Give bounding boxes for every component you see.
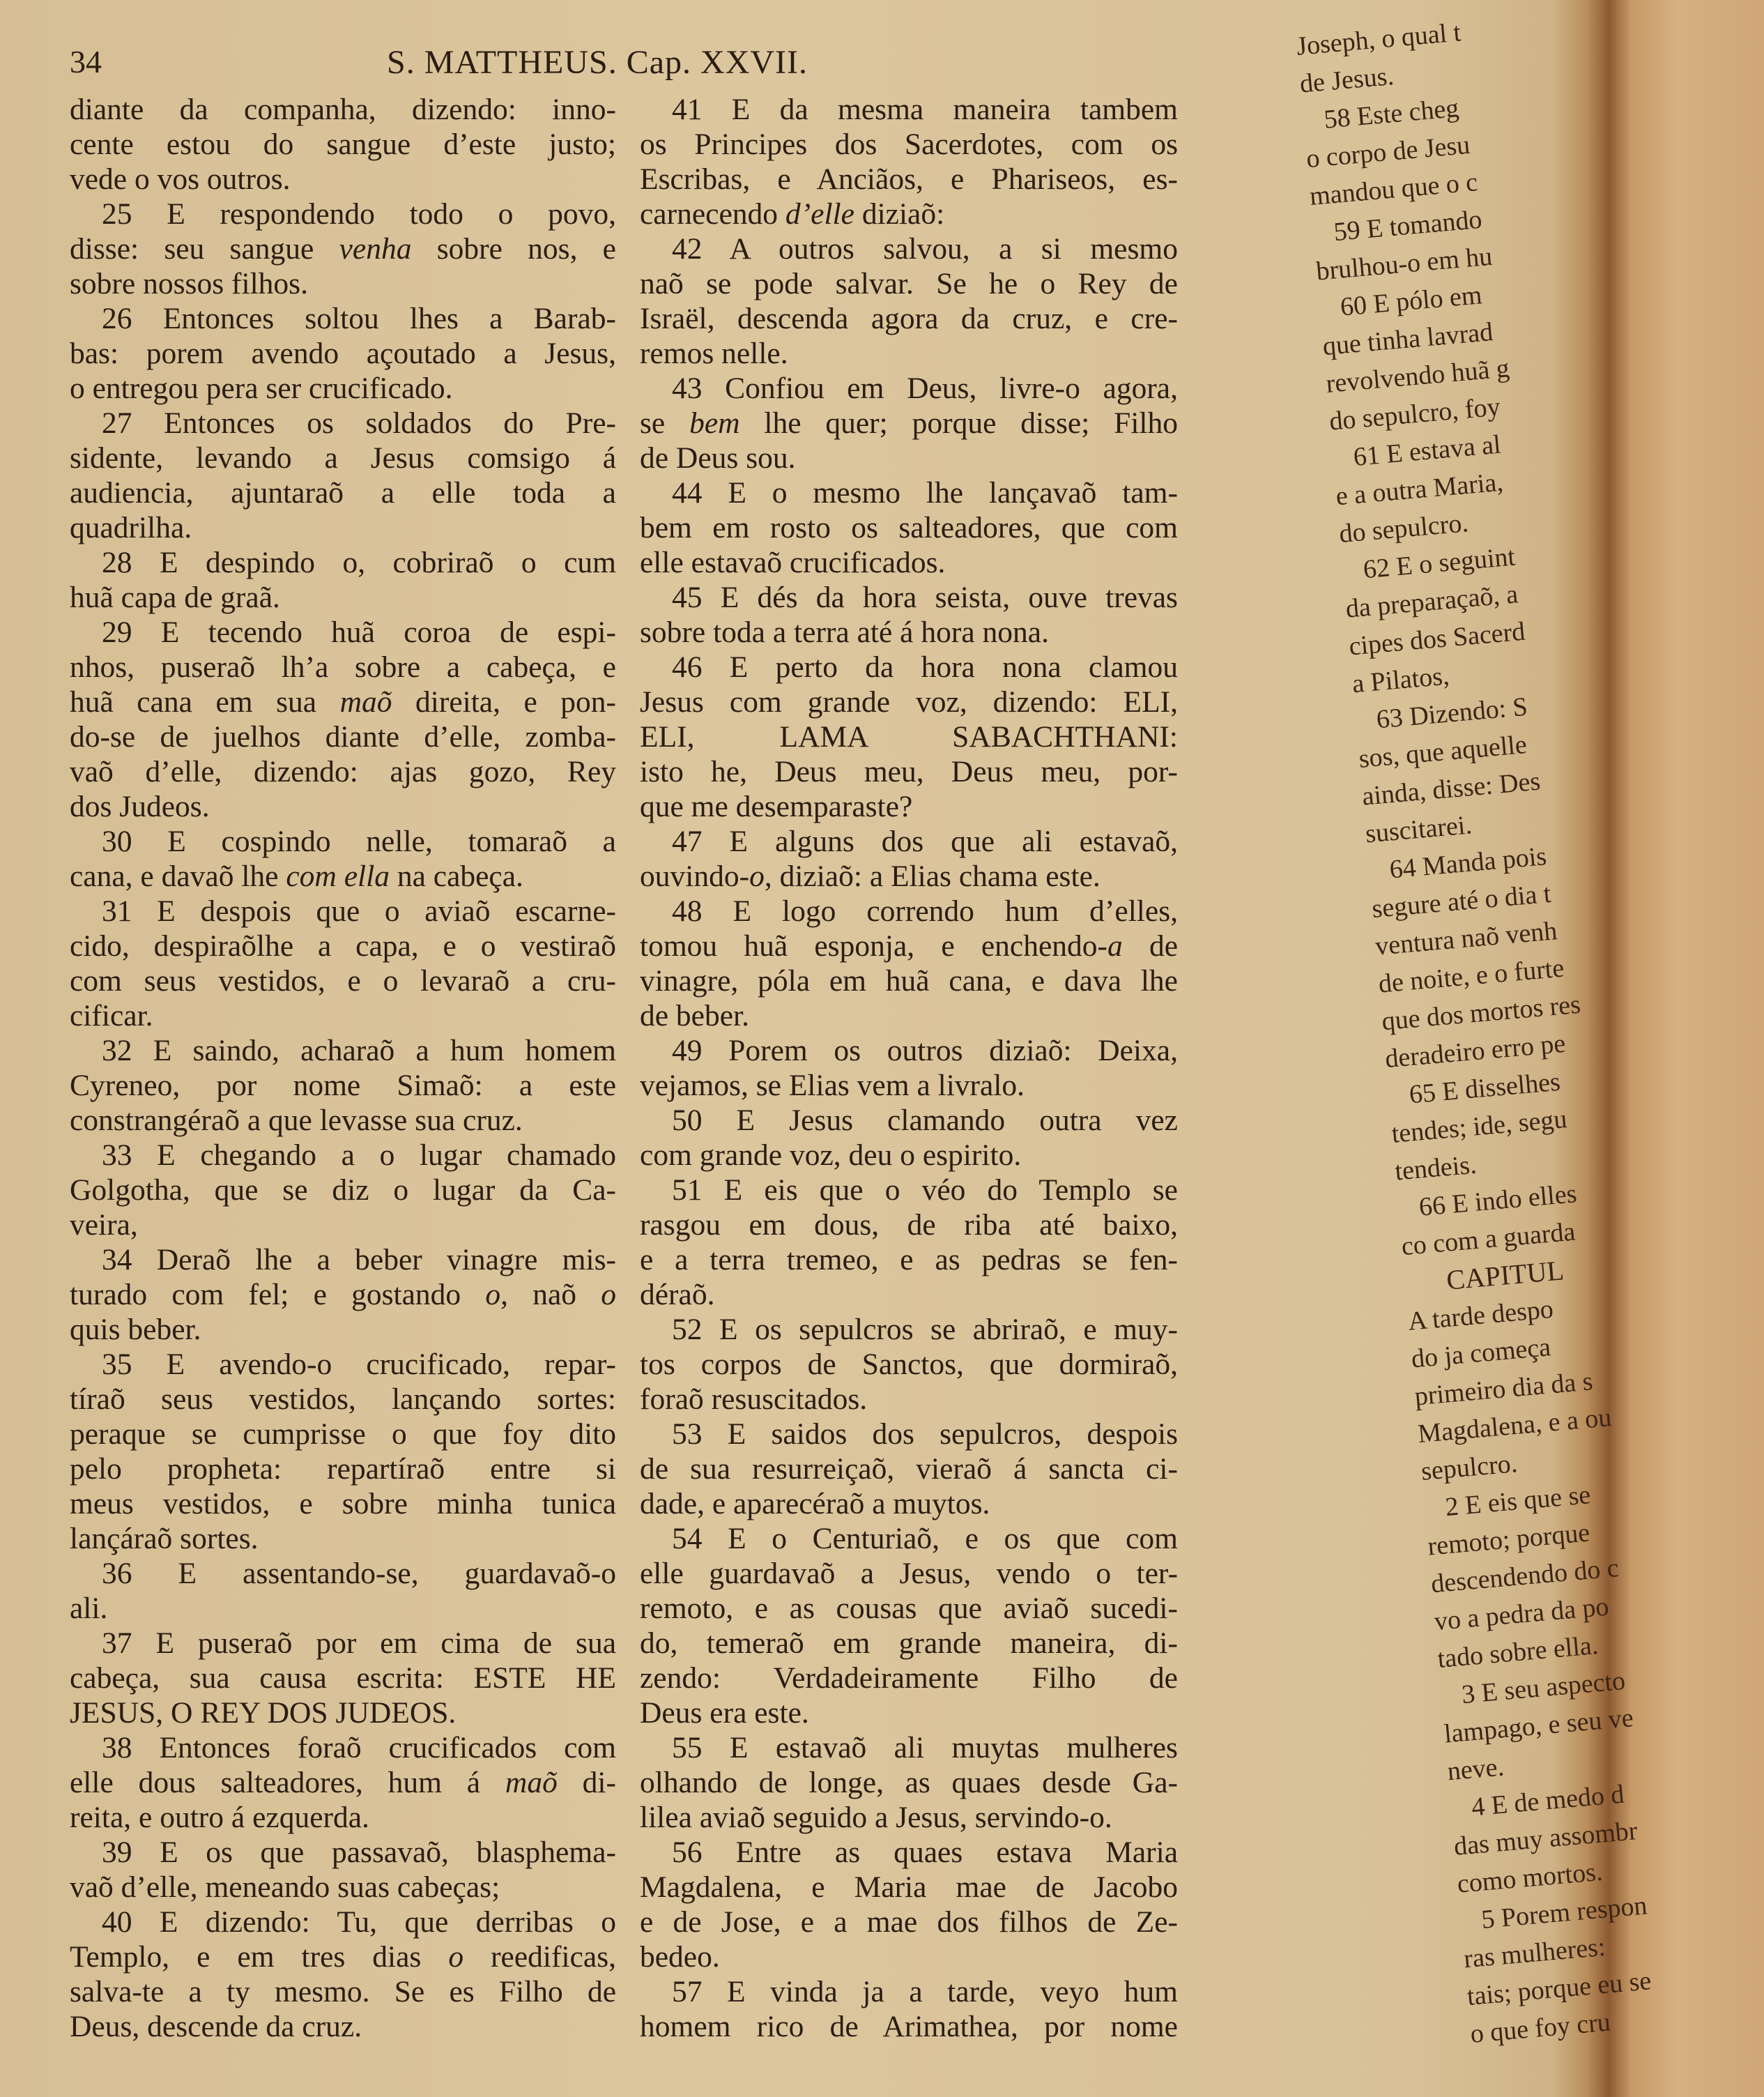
text-line: brulhou-o em hu — [1314, 241, 1494, 287]
italic-text: o — [448, 1940, 464, 1974]
text-line: reita, e outro á ezquerda. — [70, 1801, 369, 1834]
verse-start-line: 29 E tecendo huã coroa de espi- — [102, 616, 616, 649]
text-line: rasgou em dous, de riba até baixo, — [640, 1208, 1178, 1242]
text-segment: sobre nos, e — [411, 232, 616, 266]
text-line: como mortos. — [1456, 1856, 1604, 1899]
text-line: remoto; porque — [1426, 1518, 1591, 1562]
text-line: sos, que aquelle — [1357, 730, 1528, 774]
text-line: homem rico de Arimathea, por nome — [640, 2010, 1178, 2043]
text-line: vinagre, póla em huã cana, e dava lhe — [640, 964, 1178, 998]
text-line: Deus, descende da cruz. — [70, 2010, 362, 2043]
text-line: tendes; ide, segu — [1390, 1104, 1568, 1149]
verse-start-line: 48 E logo correndo hum d’elles, — [672, 894, 1178, 928]
verse-start-line: 46 E perto da hora nona clamou — [672, 650, 1178, 684]
verse-start-line: 49 Porem os outros diziaõ: Deixa, — [672, 1034, 1178, 1067]
text-segment: diziaõ: — [854, 197, 945, 231]
verse-start-line: 30 E cospindo nelle, tomaraõ a — [102, 825, 616, 858]
text-line: cificar. — [70, 999, 153, 1032]
verse-start-line: 66 E indo elles — [1418, 1179, 1579, 1222]
text-line: mandou que o c — [1308, 167, 1479, 211]
running-title: S. MATTHEUS. Cap. XXVII. — [387, 44, 808, 81]
text-segment: ouvindo- — [640, 860, 750, 893]
text-line — [70, 1765, 616, 1800]
italic-text: o — [749, 860, 765, 893]
text-line: o entregou pera ser crucificado. — [70, 372, 453, 405]
text-segment: elle dous salteadores, hum á — [70, 1766, 505, 1799]
text-line: deradeiro erro pe — [1383, 1028, 1567, 1074]
text-line: elle estavaõ crucificados. — [640, 546, 946, 579]
verse-start-line: 25 E respondendo todo o povo, — [102, 197, 616, 231]
text-line: zendo: Verdadeiramente Filho de — [640, 1661, 1178, 1695]
text-segment: Templo, e em tres dias — [70, 1940, 449, 1974]
verse-start-line: 51 E eis que o véo do Templo se — [672, 1173, 1178, 1207]
text-line: o corpo de Jesu — [1305, 130, 1471, 174]
text-segment: se — [640, 406, 690, 440]
text-line — [70, 1939, 616, 1974]
text-line: tado sobre ella. — [1436, 1631, 1600, 1674]
text-segment: cana, e davaõ lhe — [70, 860, 286, 893]
text-line: de Deus sou. — [640, 441, 796, 475]
text-line: do sepulcro, foy — [1328, 392, 1502, 436]
text-line: da preparaçaõ, a — [1344, 579, 1519, 624]
verse-start-line: 50 E Jesus clamando outra vez — [672, 1104, 1178, 1137]
verse-start-line: 31 E despois que o aviaõ escarne- — [102, 894, 616, 928]
italic-text: maõ — [505, 1766, 558, 1799]
text-line: Magdalena, e Maria mae de Jacobo — [640, 1870, 1178, 1904]
verse-start-line: 33 E chegando a o lugar chamado — [102, 1138, 616, 1172]
text-line: e de Jose, e a mae dos filhos de Ze- — [640, 1905, 1178, 1939]
text-segment: , diziaõ: a Elias chama este. — [764, 860, 1100, 893]
verse-start-line: 4 E de medo d — [1470, 1779, 1625, 1822]
verse-start-line: 42 A outros salvou, a si mesmo — [672, 232, 1178, 266]
text-line: bas: porem avendo açoutado a Jesus, — [70, 337, 616, 370]
text-line: os Principes dos Sacerdotes, com os — [640, 128, 1178, 161]
text-line: olhando de longe, as quaes desde Ga- — [640, 1766, 1178, 1799]
verse-start-line: 64 Manda pois — [1388, 841, 1548, 885]
text-line: ali. — [70, 1592, 108, 1625]
text-line: ras mulheres: — [1462, 1932, 1607, 1974]
text-line: diante da companha, dizendo: inno- — [70, 93, 616, 126]
text-line — [70, 231, 616, 266]
text-segment: huã cana em sua — [70, 685, 340, 719]
text-line: de beber. — [640, 999, 750, 1032]
facing-page-edge — [1281, 0, 1652, 2097]
text-line: tos corpos de Sanctos, que dormiraõ, — [640, 1348, 1178, 1381]
verse-start-line: 34 Deraõ lhe a beber vinagre mis- — [102, 1243, 616, 1276]
text-line: cabeça, sua causa escrita: ESTE HE — [70, 1661, 616, 1695]
text-line: Deus era este. — [640, 1696, 809, 1730]
text-line: lilea aviaõ seguido a Jesus, servindo-o. — [640, 1801, 1112, 1834]
text-line: Israël, descenda agora da cruz, e cre- — [640, 302, 1178, 335]
text-line: e a terra tremeo, e as pedras se fen- — [640, 1243, 1178, 1276]
text-line: Escribas, e Anciãos, e Phariseos, es- — [640, 162, 1178, 196]
text-line: e a outra Maria, — [1334, 467, 1505, 512]
text-line: huã capa de graã. — [70, 581, 280, 614]
italic-text: o — [601, 1278, 616, 1311]
right-text-column — [640, 92, 1178, 2044]
text-line — [640, 929, 1178, 963]
text-line: dos Judeos. — [70, 790, 210, 823]
text-line: de noite, e o furte — [1377, 953, 1565, 999]
verse-start-line: 61 E estava al — [1352, 429, 1503, 472]
text-line: revolvendo huã g — [1324, 353, 1511, 399]
text-line: Jesus com grande voz, dizendo: ELI, — [640, 685, 1178, 719]
text-line: sidente, levando a Jesus comsigo á — [70, 441, 616, 475]
text-line: cido, despiraõlhe a capa, e o vestiraõ — [70, 929, 616, 963]
text-line: a Pilatos, — [1351, 661, 1450, 699]
text-line: isto he, Deus meu, Deus meu, por- — [640, 755, 1178, 788]
text-segment: de — [1122, 929, 1179, 963]
text-line: A tarde despo — [1406, 1294, 1555, 1336]
verse-start-line: 47 E alguns dos que ali estavaõ, — [672, 825, 1178, 858]
text-line: sobre nossos filhos. — [70, 267, 308, 300]
text-line: ELI, LAMA SABACHTHANI: — [640, 720, 1178, 754]
running-header — [70, 43, 1178, 85]
text-line: dade, e aparecéraõ a muytos. — [640, 1487, 990, 1520]
italic-text: o — [485, 1278, 501, 1311]
text-line: naõ se pode salvar. Se he o Rey de — [640, 267, 1178, 300]
verse-start-line: 26 Entonces soltou lhes a Barab- — [102, 302, 616, 335]
text-line: JESUS, O REY DOS JUDEOS. — [70, 1696, 457, 1730]
text-line: elle guardavaõ a Jesus, vendo o ter- — [640, 1557, 1178, 1590]
text-line: vede o vos outros. — [70, 162, 291, 196]
text-line: vejamos, se Elias vem a livralo. — [640, 1069, 1025, 1102]
text-line: ainda, disse: Des — [1360, 766, 1542, 811]
text-line: cipes dos Sacerd — [1347, 616, 1526, 662]
text-line: descendendo do c — [1429, 1553, 1620, 1599]
text-line: salva-te a ty mesmo. Se es Filho de — [70, 1975, 616, 2008]
text-line: suscitarei. — [1364, 810, 1473, 849]
verse-start-line: 62 E o seguint — [1362, 542, 1517, 585]
italic-text: bem — [689, 406, 740, 440]
text-line: Cyreneo, por nome Simaõ: a este — [70, 1069, 616, 1102]
text-line: quis beber. — [70, 1313, 201, 1346]
text-line: co com a guarda — [1400, 1217, 1577, 1262]
text-line: veira, — [70, 1208, 138, 1242]
text-line: constrangéraõ a que levasse sua cruz. — [70, 1104, 523, 1137]
verse-start-line: 45 E dés da hora seista, ouve trevas — [672, 581, 1178, 614]
italic-text: maõ — [339, 685, 392, 719]
text-line: meus vestidos, e sobre minha tunica — [70, 1487, 616, 1520]
verse-start-line: 57 E vinda ja a tarde, veyo hum — [672, 1975, 1178, 2008]
text-segment: tomou huã esponja, e enchendo- — [640, 929, 1107, 963]
text-line: remos nelle. — [640, 337, 788, 370]
text-line: cente estou do sangue d’este justo; — [70, 128, 616, 161]
verse-start-line: 59 E tomando — [1332, 204, 1483, 247]
text-line: sobre toda a terra até á hora nona. — [640, 616, 1049, 649]
text-line: com seus vestidos, e o levaraõ a cru- — [70, 964, 616, 998]
page-number: 34 — [70, 44, 102, 79]
text-line: de Jesus. — [1298, 61, 1395, 99]
text-segment: reedificas, — [463, 1940, 616, 1974]
text-line — [70, 1277, 616, 1312]
verse-start-line: 56 Entre as quaes estava Maria — [672, 1836, 1178, 1869]
verse-start-line: 37 E puseraõ por em cima de sua — [102, 1626, 616, 1660]
text-line: lampago, e seu ve — [1443, 1703, 1635, 1749]
text-line: segure até o dia t — [1370, 878, 1552, 924]
text-line: neve. — [1446, 1752, 1505, 1787]
verse-start-line: 5 Porem respon — [1480, 1891, 1649, 1935]
verse-start-line: 27 Entonces os soldados do Pre- — [102, 406, 616, 440]
verse-start-line: 41 E da mesma maneira tambem — [672, 93, 1178, 126]
text-segment: carnecendo — [640, 197, 785, 231]
facing-page-text — [1295, 2, 1764, 2053]
left-text-column — [70, 92, 616, 2044]
verse-start-line: 35 E avendo-o crucificado, repar- — [102, 1348, 616, 1381]
text-line: vaõ d’elle, dizendo: ajas gozo, Rey — [70, 755, 616, 788]
verse-start-line: 58 Este cheg — [1322, 93, 1460, 135]
text-line: ventura naõ venh — [1374, 916, 1558, 961]
text-line — [640, 859, 1178, 894]
text-segment: lhe quer; porque disse; Filho — [739, 406, 1178, 440]
text-line: quadrilha. — [70, 511, 192, 544]
verse-start-line: 32 E saindo, acharaõ a hum homem — [102, 1034, 616, 1067]
verse-start-line: 63 Dizendo: S — [1375, 692, 1529, 735]
verse-start-line: 3 E seu aspecto — [1460, 1665, 1627, 1710]
text-line: déraõ. — [640, 1278, 715, 1311]
text-line: bedeo. — [640, 1940, 720, 1974]
text-line: tais; porque eu se — [1466, 1966, 1652, 2012]
text-line: do-se de juelhos diante d’elle, zomba- — [70, 720, 616, 754]
text-segment: na cabeça. — [389, 860, 523, 893]
text-line — [640, 406, 1178, 441]
text-line: remoto, e as cousas que aviaõ sucedi- — [640, 1592, 1178, 1625]
text-line: que tinha lavrad — [1321, 317, 1494, 362]
text-line: lançáraõ sortes. — [70, 1522, 259, 1555]
text-line: de sua resurreiçaõ, vieraõ á sancta ci- — [640, 1452, 1178, 1486]
italic-text: a — [1107, 929, 1123, 963]
verse-start-line: 43 Confiou em Deus, livre-o agora, — [672, 372, 1178, 405]
text-line: que dos mortos res — [1380, 989, 1582, 1037]
text-line — [640, 197, 1178, 231]
text-line: foraõ resuscitados. — [640, 1382, 868, 1416]
text-line: tendeis. — [1393, 1150, 1478, 1187]
text-line: das muy assombr — [1452, 1816, 1639, 1861]
text-line: CAPITUL — [1445, 1254, 1565, 1296]
text-line: audiencia, ajuntaraõ a elle toda a — [70, 476, 616, 510]
verse-start-line: 44 E o mesmo lhe lançavaõ tam- — [672, 476, 1178, 510]
italic-text: venha — [339, 232, 412, 266]
verse-start-line: 55 E estavaõ ali muytas mulheres — [672, 1731, 1178, 1764]
text-segment: direita, e pon- — [392, 685, 616, 719]
verse-start-line: 28 E despindo o, cobriraõ o cum — [102, 546, 616, 579]
text-line: vaõ d’elle, meneando suas cabeças; — [70, 1870, 500, 1904]
verse-start-line: 36 E assentando-se, guardavaõ-o — [102, 1557, 616, 1590]
italic-text: com ella — [286, 860, 390, 893]
text-line: do, temeraõ em grande maneira, di- — [640, 1626, 1178, 1660]
verse-start-line: 65 E disselhes — [1408, 1067, 1562, 1110]
verse-start-line: 52 E os sepulcros se abriraõ, e muy- — [672, 1313, 1178, 1346]
verse-start-line: 54 E o Centuriaõ, e os que com — [672, 1522, 1178, 1555]
text-line — [70, 859, 616, 894]
text-line: primeiro dia da s — [1413, 1366, 1595, 1412]
text-line: peraque se cumprisse o que foy dito — [70, 1417, 616, 1451]
text-line: Joseph, o qual t — [1295, 17, 1462, 61]
text-line: sepulcro. — [1420, 1449, 1519, 1487]
text-line: Golgotha, que se diz o lugar da Ca- — [70, 1173, 616, 1207]
text-line: tíraõ seus vestidos, lançando sortes: — [70, 1382, 616, 1416]
text-line: Magdalena, e a ou — [1416, 1403, 1613, 1449]
italic-text: d’elle — [785, 197, 854, 231]
verse-start-line: 38 Entonces foraõ crucificados com — [102, 1731, 616, 1764]
text-line: bem em rosto os salteadores, que com — [640, 511, 1178, 544]
text-line — [70, 685, 616, 719]
text-line: do sepulcro. — [1337, 508, 1470, 549]
verse-start-line: 53 E saidos dos sepulcros, despois — [672, 1417, 1178, 1451]
text-segment: disse: seu sangue — [70, 232, 339, 266]
text-segment: turado com fel; e gostando — [70, 1278, 486, 1311]
text-line: pelo propheta: repartíraõ entre si — [70, 1452, 616, 1486]
verse-start-line: 60 E pólo em — [1339, 280, 1483, 322]
text-line: com grande voz, deu o espirito. — [640, 1138, 1022, 1172]
text-line: que me desemparaste? — [640, 790, 913, 823]
text-line: vo a pedra da po — [1433, 1592, 1611, 1637]
verse-start-line: 39 E os que passavaõ, blasphema- — [102, 1836, 616, 1869]
text-line: do ja começa — [1410, 1332, 1552, 1374]
text-line: nhos, puseraõ lh’a sobre a cabeça, e — [70, 650, 616, 684]
verse-start-line: 2 E eis que se — [1443, 1480, 1592, 1523]
verse-start-line: 40 E dizendo: Tu, que derribas o — [102, 1905, 616, 1939]
text-segment: , naõ — [500, 1278, 601, 1311]
text-line: o que foy cru — [1468, 2007, 1612, 2049]
text-segment: di- — [557, 1766, 616, 1799]
